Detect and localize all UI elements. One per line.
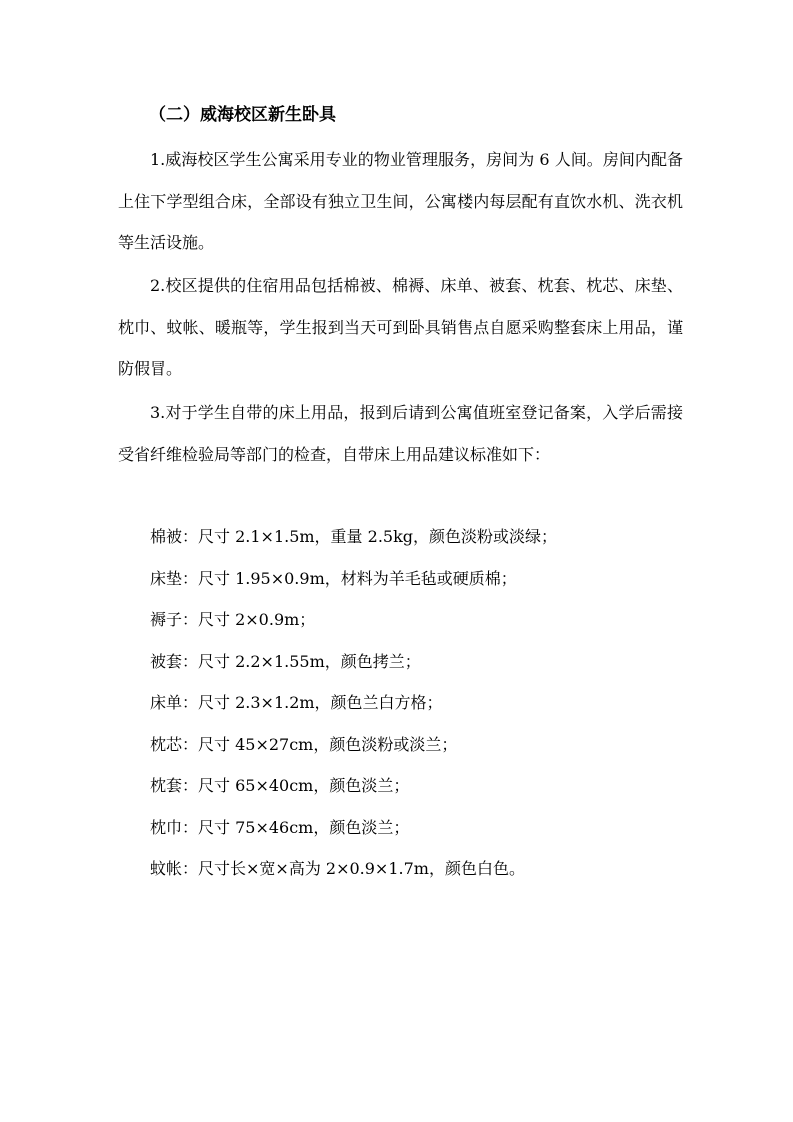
spec-item-quilt-cover: 被套：尺寸 2.2×1.55m，颜色拷兰； [150, 651, 421, 671]
spec-item-pillowcase: 枕套：尺寸 65×40cm，颜色淡兰； [150, 776, 410, 795]
spec-item-mattress: 床垫：尺寸 1.95×0.9m，材料为羊毛毡或硬质棉； [150, 568, 517, 588]
spec-item-pillow-towel: 枕巾：尺寸 75×46cm，颜色淡兰； [150, 817, 410, 837]
spec-item-bed-sheet: 床单：尺寸 2.3×1.2m，颜色兰白方格； [150, 693, 443, 712]
spec-item-mosquito-net: 蚊帐：尺寸长×宽×高为 2×0.9×1.7m，颜色白色。 [150, 859, 525, 878]
spec-item-quilt: 棉被：尺寸 2.1×1.5m，重量 2.5kg，颜色淡粉或淡绿； [150, 527, 558, 546]
paragraph-own-bedding-rules: 3.对于学生自带的床上用品，报到后请到公寓值班室登记备案，入学后需接受省纤维检验局等部门的检查，自带床上用品建议标准如下： [118, 403, 683, 464]
paragraph-bedding-supplies: 2.校区提供的住宿用品包括棉被、棉褥、床单、被套、枕套、枕芯、床垫、枕巾、蚊帐、暖瓶等，学生报到当天可到卧具销售点自愿采购整套床上用品，谨防假冒。 [118, 276, 683, 378]
spec-item-mattress-pad: 褥子：尺寸 2×0.9m； [150, 610, 316, 629]
section-heading: （二）威海校区新生卧具 [149, 105, 336, 125]
bedding-spec-list [150, 516, 557, 890]
paragraph-apartment-info: 1.威海校区学生公寓采用专业的物业管理服务，房间为 6 人间。房间内配备上住下学型组合床，全部设有独立卫生间，公寓楼内每层配有直饮水机、洗衣机等生活设施。 [118, 150, 683, 252]
spec-item-pillow-core: 枕芯：尺寸 45×27cm，颜色淡粉或淡兰； [150, 734, 458, 754]
